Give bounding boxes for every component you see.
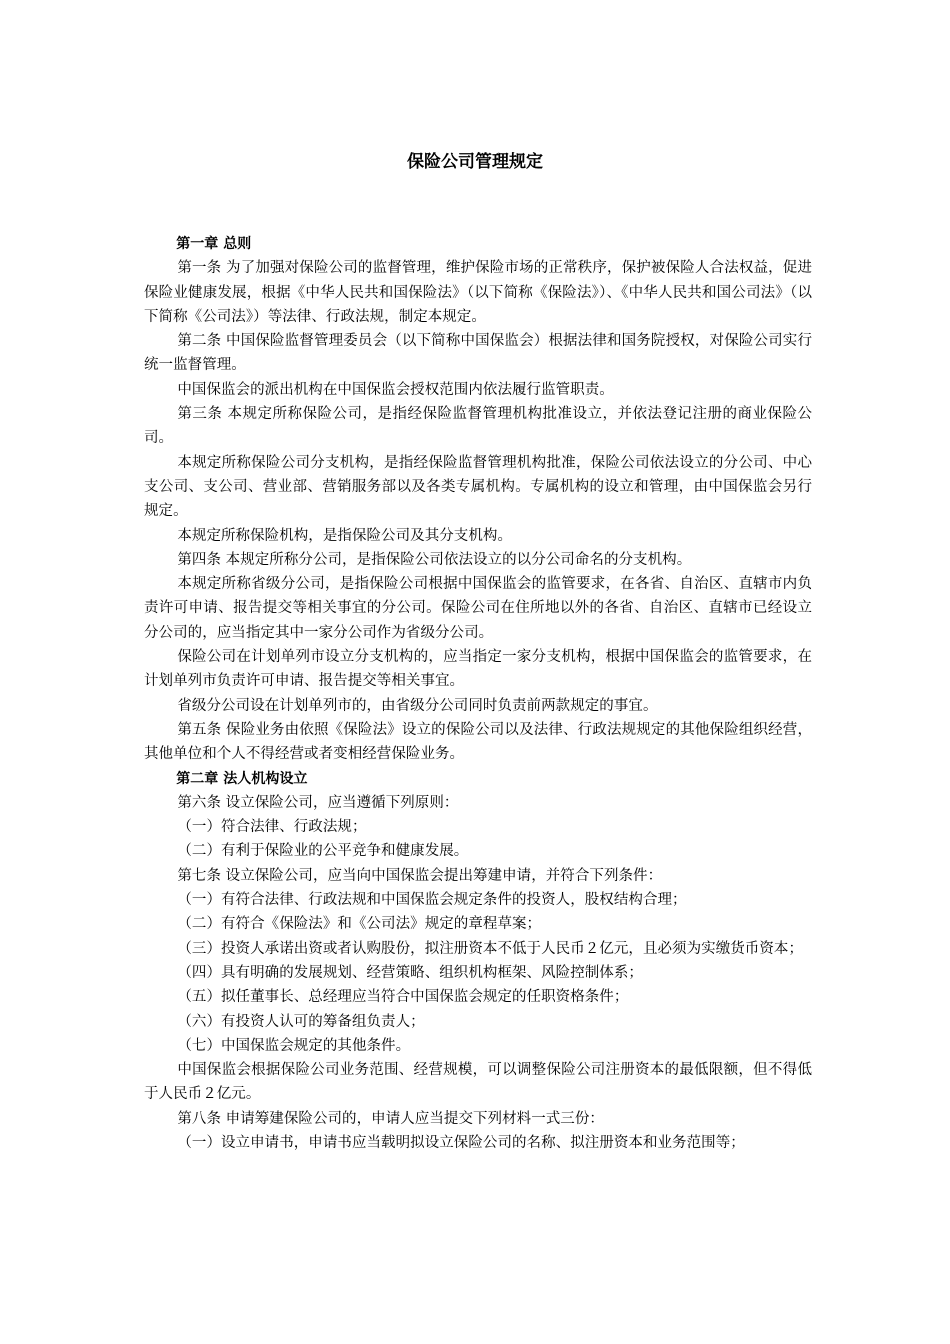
chapter-heading: 第二章 法人机构设立 [176,770,308,787]
paragraph: 第六条 设立保险公司，应当遵循下列原则： [177,794,459,811]
paragraph: 第五条 保险业务由依照《保险法》设立的保险公司以及法律、行政法规规定的其他保险组织经营，其他单位和个人不得经营或者变相经营保险业务。 [144,721,812,763]
paragraph: （二）有利于保险业的公平竞争和健康发展。 [177,843,469,860]
paragraph: 第一条 为了加强对保险公司的监督管理，维护保险市场的正常秩序，保护被保险人合法权益，促进保险业健康发展，根据《中华人民共和国保险法》（以下简称《保险法》）、《中华人民共和国公司法》（以下简称《公司法》）等法律、行政法规，制定本规定。 [144,260,812,325]
paragraph: 第四条 本规定所称分公司，是指保险公司依法设立的以分公司命名的分支机构。 [177,551,692,568]
paragraph: （一）设立申请书，申请书应当载明拟设立保险公司的名称、拟注册资本和业务范围等； [177,1134,745,1151]
paragraph: 本规定所称保险公司分支机构，是指经保险监督管理机构批准，保险公司依法设立的分公司、中心支公司、支公司、营业部、营销服务部以及各类专属机构。专属机构的设立和管理，由中国保监会另行规定。 [144,454,812,520]
paragraph: 第二条 中国保险监督管理委员会（以下简称中国保监会）根据法律和国务院授权，对保险公司实行统一监督管理。 [144,333,812,374]
paragraph: 第三条 本规定所称保险公司，是指经保险监督管理机构批准设立，并依法登记注册的商业保险公司。 [144,406,812,447]
paragraph: 保险公司在计划单列市设立分支机构的，应当指定一家分支机构，根据中国保监会的监管要求，在计划单列市负责许可申请、报告提交等相关事宜。 [144,649,812,690]
paragraph: 中国保监会的派出机构在中国保监会授权范围内依法履行监管职责。 [177,381,614,398]
paragraph: 中国保监会根据保险公司业务范围、经营规模，可以调整保险公司注册资本的最低限额，但不得低于人民币２亿元。 [144,1062,812,1103]
paragraph: （六）有投资人认可的筹备组负责人； [177,1013,425,1030]
paragraph: （二）有符合《保险法》和《公司法》规定的章程草案； [177,916,542,933]
document-body [144,232,812,1155]
paragraph: （七）中国保监会规定的其他条件。 [177,1037,411,1054]
chapter-heading: 第一章 总则 [176,236,252,252]
paragraph: 本规定所称省级分公司，是指保险公司根据中国保监会的监管要求，在各省、自治区、直辖市内负责许可申请、报告提交等相关事宜的分公司。保险公司在住所地以外的各省、自治区、直辖市已经设立分公司的，应当指定其中一家分公司作为省级分公司。 [144,576,812,641]
paragraph: 本规定所称保险机构，是指保险公司及其分支机构。 [177,527,512,544]
paragraph: 第八条 申请筹建保险公司的，申请人应当提交下列材料一式三份： [177,1110,604,1127]
page-title: 保险公司管理规定 [407,152,543,172]
paragraph: 第七条 设立保险公司，应当向中国保监会提出筹建申请，并符合下列条件： [177,867,663,884]
paragraph: （四）具有明确的发展规划、经营策略、组织机构框架、风险控制体系； [177,964,643,981]
paragraph: 省级分公司设在计划单列市的，由省级分公司同时负责前两款规定的事宜。 [177,697,658,714]
paragraph: （一）有符合法律、行政法规和中国保监会规定条件的投资人，股权结构合理； [177,892,687,909]
paragraph: （一）符合法律、行政法规； [177,819,367,836]
paragraph: （三）投资人承诺出资或者认购股份，拟注册资本不低于人民币２亿元，且必须为实缴货币资本； [177,940,803,957]
paragraph: （五）拟任董事长、总经理应当符合中国保监会规定的任职资格条件； [177,989,629,1006]
